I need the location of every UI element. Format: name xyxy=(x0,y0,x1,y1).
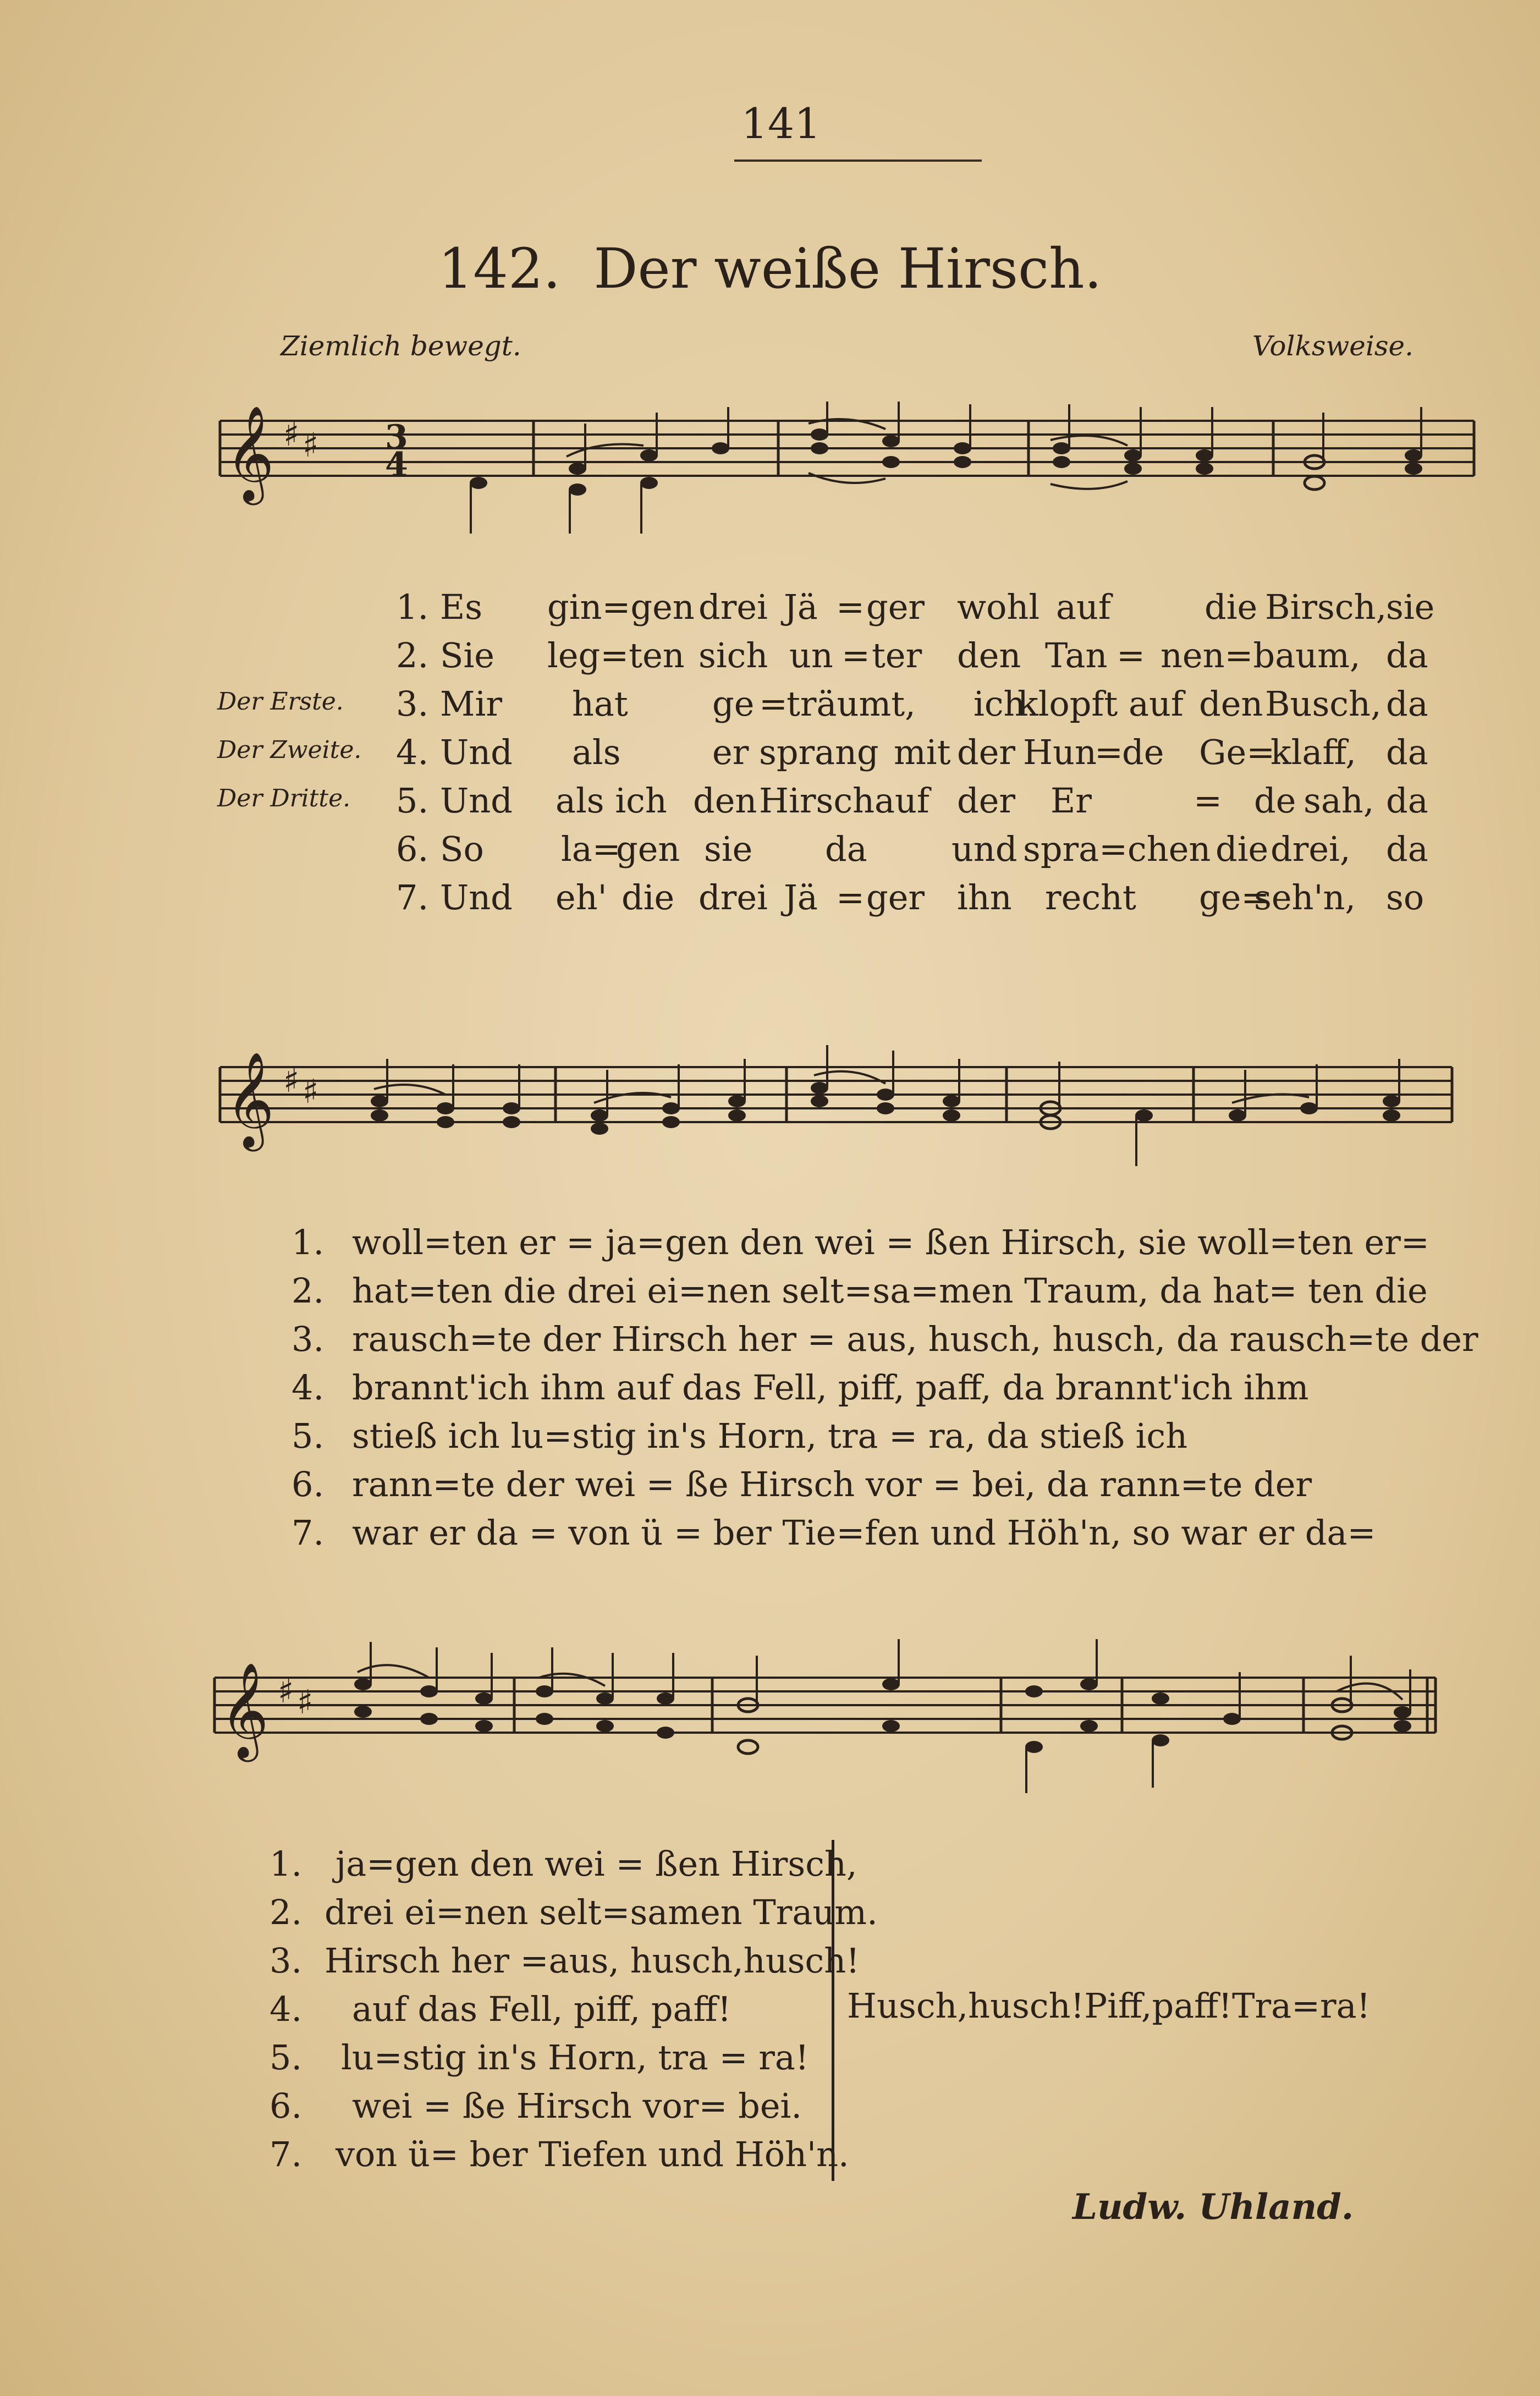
staff-lines xyxy=(220,421,1474,476)
song-title-text: Der weiße Hirsch. xyxy=(593,237,1102,301)
time-sig-top: 3 xyxy=(385,418,408,457)
refrain-text: Husch,husch!Piff,paff!Tra=ra! xyxy=(847,1986,1371,2026)
speaker-label: Der Zweite. xyxy=(217,736,362,764)
verse-line: 3. Mir hat ge = träumt, ich klopft auf den Busch, da xyxy=(396,684,1428,724)
notes xyxy=(371,1045,1400,1166)
treble-clef-icon: 𝄞 xyxy=(226,405,274,501)
music-staff-2 xyxy=(215,1034,1458,1216)
page-number: 141 xyxy=(741,99,821,148)
verse-line: 2. Sie leg=ten sich un = ter den Tan = nen=baum, da xyxy=(396,635,1428,675)
sharp-icon: ♯ xyxy=(278,1672,294,1711)
speaker-label: Der Erste. xyxy=(217,688,344,716)
header-rule xyxy=(734,160,982,162)
treble-clef-icon: 𝄞 xyxy=(220,1662,269,1758)
tempo-marking: Ziemlich bewegt. xyxy=(280,330,521,362)
treble-clef-icon: 𝄞 xyxy=(226,1052,274,1147)
sharp-icon: ♯ xyxy=(302,426,319,465)
song-title xyxy=(0,237,1540,301)
music-staff-3 xyxy=(209,1639,1441,1826)
verse-line: 5. Und als ich den Hirsch auf der Er = de sah, da xyxy=(396,781,1428,821)
melody-source: Volksweise. xyxy=(1252,330,1414,362)
sharp-icon: ♯ xyxy=(283,1062,300,1100)
speaker-label: Der Dritte. xyxy=(217,784,351,812)
staff-lines xyxy=(215,1678,1436,1733)
sharp-icon: ♯ xyxy=(283,415,300,454)
song-number: 142. xyxy=(438,237,561,301)
verse-line: 4. Und als er sprang mit der Hun = de Ge= klaff, da xyxy=(396,732,1428,772)
author-credit: Ludw. Uhland. xyxy=(1072,2186,1354,2228)
sharp-icon: ♯ xyxy=(297,1683,314,1722)
time-sig-bottom: 4 xyxy=(385,446,408,484)
music-staff-1 xyxy=(215,402,1480,583)
sharp-icon: ♯ xyxy=(302,1073,319,1111)
notes xyxy=(354,1639,1411,1793)
verse-brace xyxy=(832,1840,849,2181)
verse-line: 6. So la= gen sie da und spra=chen die drei, da xyxy=(396,829,1428,869)
slurs xyxy=(374,1071,1309,1103)
verse-line: 1. Es gin=gen drei Jä = ger wohl auf die Birsch, sie xyxy=(396,587,1435,627)
verses-system-1 xyxy=(396,583,1441,922)
verse-line: 7. Und eh' die drei Jä = ger ihn recht ge= seh'n, so xyxy=(396,877,1425,917)
